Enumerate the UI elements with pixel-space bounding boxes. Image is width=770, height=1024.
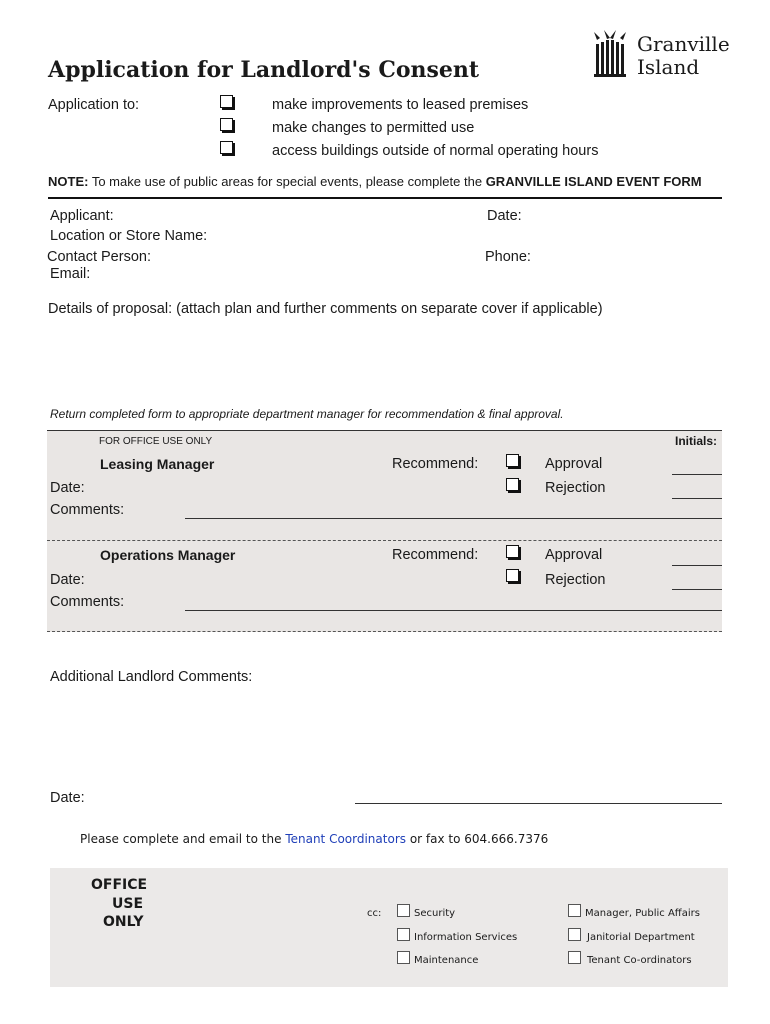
email-instructions-prefix: Please complete and email to the [80,832,282,846]
leasing-approval-checkbox[interactable] [506,454,519,467]
operations-date-label: Date: [50,572,85,588]
cc-tenant-coordinators-checkbox[interactable] [568,951,581,964]
location-label: Location or Store Name: [50,228,208,244]
leasing-manager-title: Leasing Manager [100,456,215,472]
leasing-comments-line[interactable] [185,518,722,519]
cc-janitorial-department-label: Janitorial Department [587,932,695,943]
operations-approval-initials-line[interactable] [672,565,722,566]
leasing-approval-initials-line[interactable] [672,474,722,475]
leasing-recommend-label: Recommend: [392,456,479,472]
office-use-header: FOR OFFICE USE ONLY [99,436,213,447]
operations-approval-checkbox[interactable] [506,545,519,558]
return-instructions: Return completed form to appropriate department manager for recommendation & final approval. [50,407,564,421]
leasing-approval-label: Approval [545,456,603,472]
event-form-name: GRANVILLE ISLAND EVENT FORM [485,174,702,189]
note-divider [48,197,722,199]
contact-person-label: Contact Person: [47,249,151,265]
permitted-use-checkbox[interactable] [220,118,233,131]
application-to-label: Application to: [48,97,140,113]
additional-comments-label: Additional Landlord Comments: [50,669,253,685]
office-use-line1: OFFICE [91,877,148,893]
cc-security-label: Security [414,908,456,919]
operations-recommend-label: Recommend: [392,547,479,563]
office-use-only-box [50,868,728,987]
section-bottom-dashed [47,631,722,632]
leasing-comments-label: Comments: [50,502,125,518]
bottom-date-label: Date: [50,790,85,806]
date-label: Date: [487,208,522,224]
cc-manager-public-affairs-label: Manager, Public Affairs [585,908,700,919]
page-title: Application for Landlord's Consent [48,57,480,83]
cc-security-checkbox[interactable] [397,904,410,917]
logo-text-line2: Island [637,55,700,79]
option-after-hours-label: access buildings outside of normal operating hours [272,143,599,159]
granville-island-logo [594,30,734,80]
cc-maintenance-checkbox[interactable] [397,951,410,964]
initials-label: Initials: [675,434,718,448]
logo-building-icon [594,30,628,78]
email-label: Email: [50,266,91,282]
operations-comments-label: Comments: [50,594,125,610]
note-text: To make use of public areas for special events, please complete the [91,174,483,189]
tenant-coordinators-link[interactable]: Tenant Coordinators [285,832,406,846]
cc-janitorial-department-checkbox[interactable] [568,928,581,941]
leasing-rejection-initials-line[interactable] [672,498,722,499]
phone-label: Phone: [485,249,531,265]
email-instructions [80,832,548,846]
cc-label: cc: [367,908,382,919]
leasing-rejection-checkbox[interactable] [506,478,519,491]
operations-rejection-label: Rejection [545,572,606,588]
logo-text-line1: Granville [637,32,730,56]
option-permitted-use-label: make changes to permitted use [272,120,475,136]
details-of-proposal-label: Details of proposal: (attach plan and further comments on separate cover if applicable) [48,301,603,317]
cc-tenant-coordinators-label: Tenant Co-ordinators [587,955,692,966]
bottom-date-line[interactable] [355,803,722,804]
email-instructions-suffix: or fax to 604.666.7376 [409,832,549,846]
cc-manager-public-affairs-checkbox[interactable] [568,904,581,917]
operations-rejection-initials-line[interactable] [672,589,722,590]
operations-manager-title: Operations Manager [100,547,236,563]
leasing-date-label: Date: [50,480,85,496]
applicant-label: Applicant: [50,208,114,224]
cc-information-services-checkbox[interactable] [397,928,410,941]
after-hours-access-checkbox[interactable] [220,141,233,154]
option-improvements-label: make improvements to leased premises [272,97,529,113]
cc-information-services-label: Information Services [414,932,518,943]
improvements-checkbox[interactable] [220,95,233,108]
office-use-line2: USE [112,896,144,912]
office-use-line3: ONLY [103,914,144,930]
cc-maintenance-label: Maintenance [414,955,479,966]
operations-comments-line[interactable] [185,610,722,611]
operations-approval-label: Approval [545,547,603,563]
operations-rejection-checkbox[interactable] [506,569,519,582]
office-section-top-rule [47,430,722,431]
note-prefix: NOTE: [48,174,89,189]
event-form-note [48,174,702,189]
section-divider-dashed [47,540,722,541]
leasing-rejection-label: Rejection [545,480,606,496]
